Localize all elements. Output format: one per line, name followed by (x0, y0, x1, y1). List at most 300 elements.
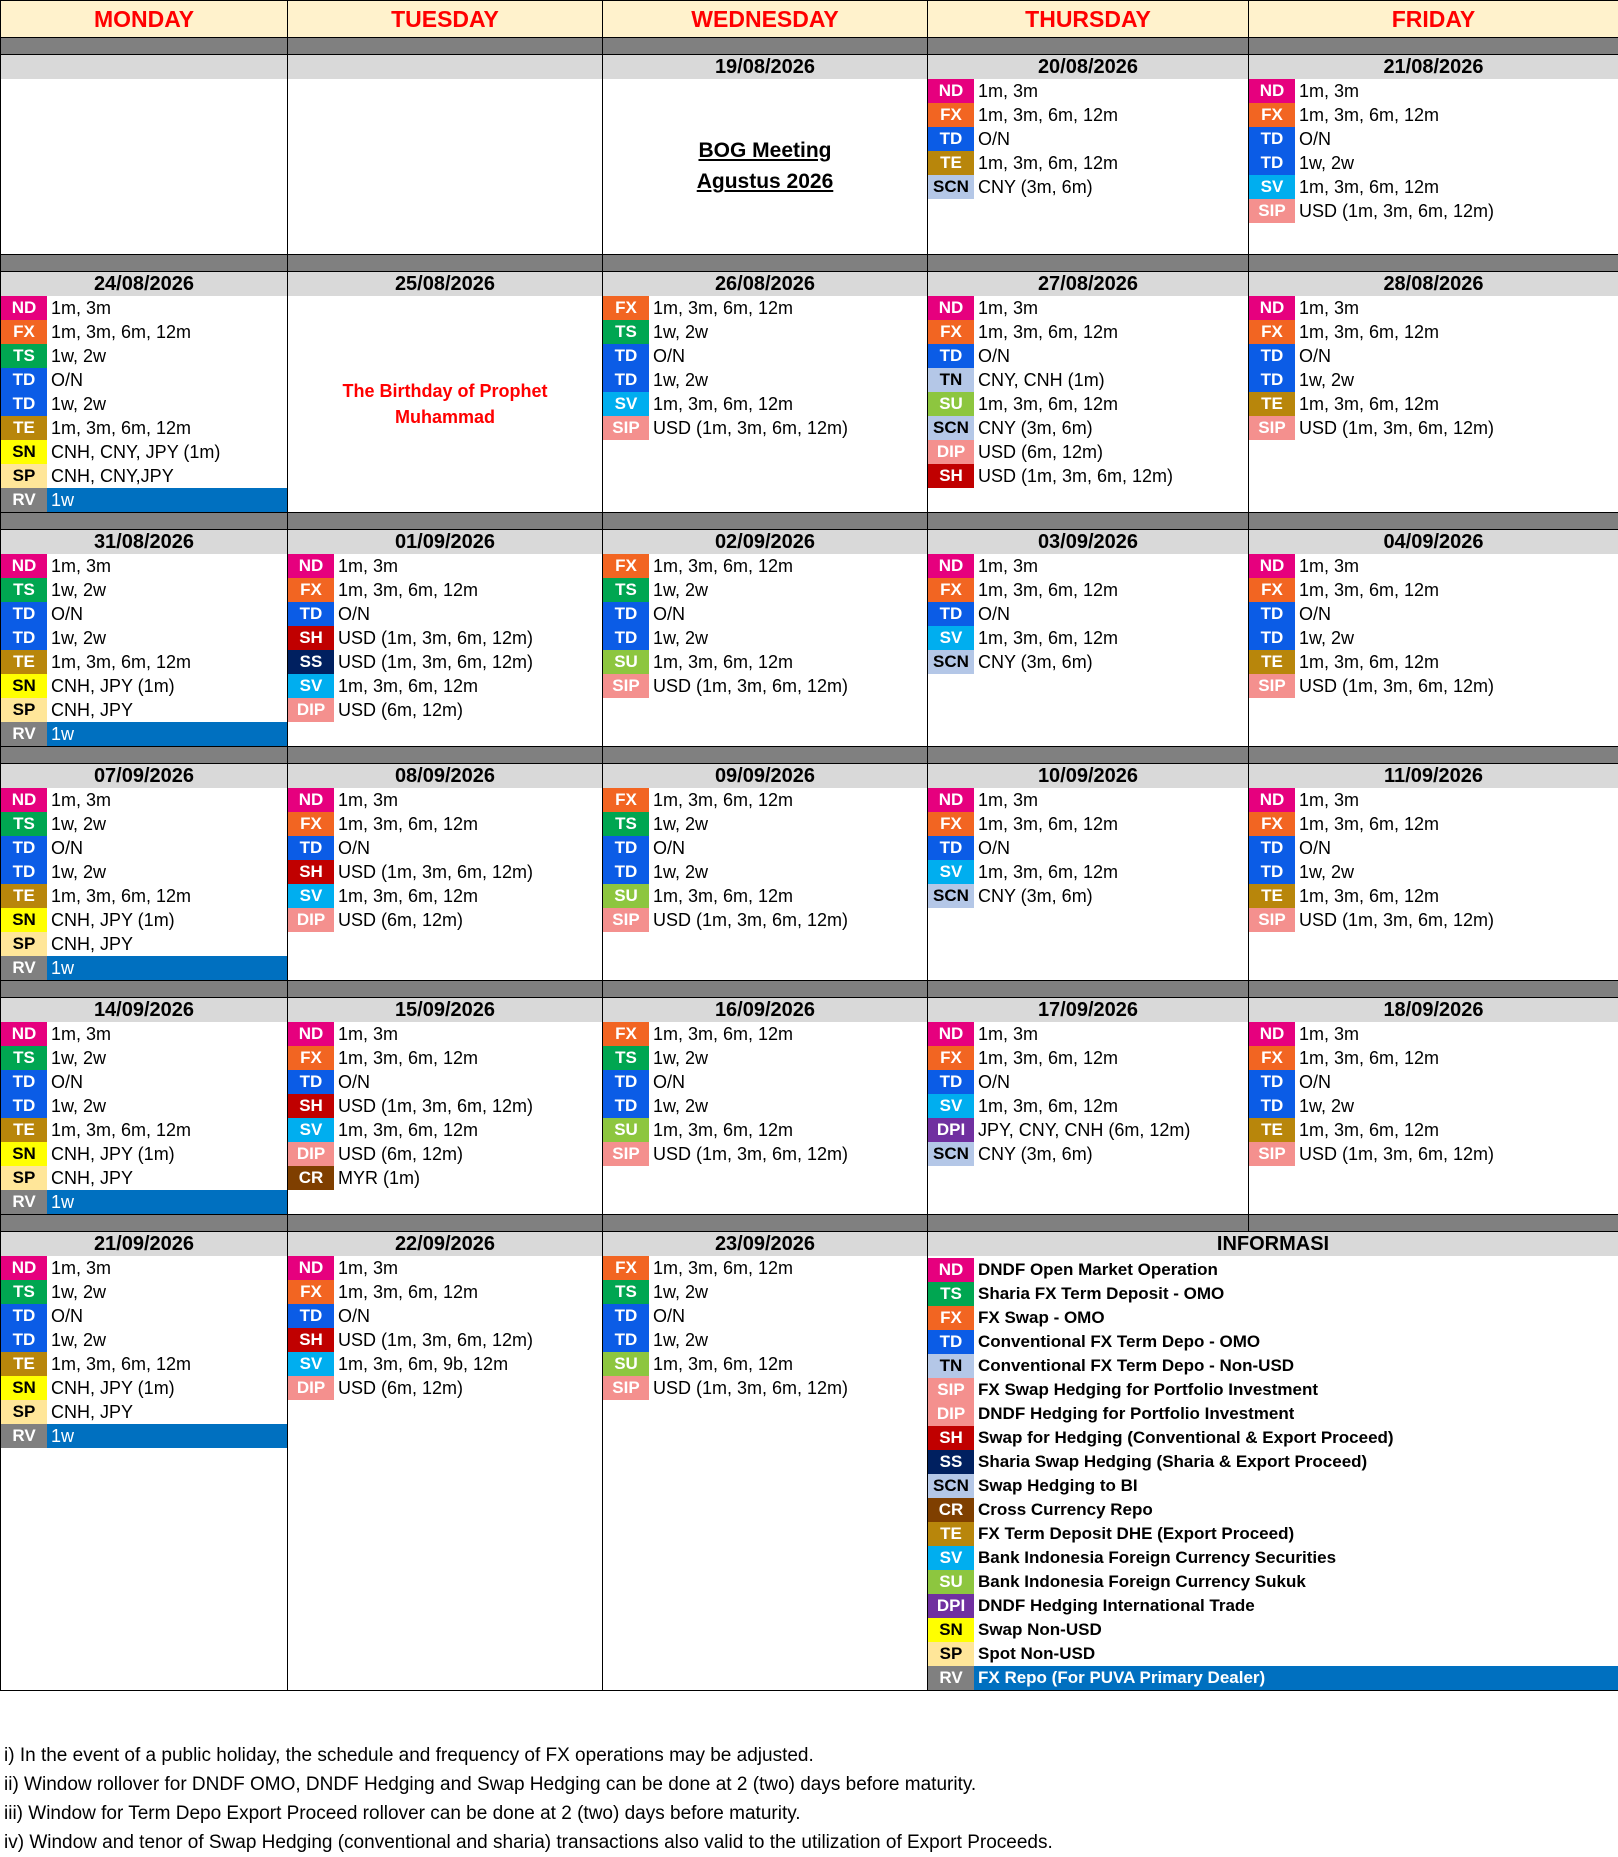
entries-list (928, 1022, 1248, 1166)
operation-tenor: USD (6m, 12m) (334, 908, 463, 932)
operation-entry (1249, 626, 1618, 650)
operation-tenor: CNH, JPY (1m) (47, 1376, 175, 1400)
operation-tenor: O/N (974, 836, 1010, 860)
footnote: i) In the event of a public holiday, the schedule and frequency of FX operations may be adjusted. (4, 1741, 1053, 1770)
operation-code-badge: TD (1249, 1094, 1295, 1118)
operation-tenor: 1m, 3m (334, 788, 398, 812)
week-row (1, 998, 1618, 1215)
operation-code-badge: SV (1249, 175, 1295, 199)
operation-entry (603, 1352, 927, 1376)
operation-tenor: 1m, 3m (1295, 296, 1359, 320)
operation-code-badge: DIP (288, 1142, 334, 1166)
operation-entry (1, 1166, 287, 1190)
date-label: 16/09/2026 (603, 998, 927, 1022)
operation-entry (1, 1280, 287, 1304)
legend-description: Bank Indonesia Foreign Currency Securities (974, 1546, 1336, 1570)
operation-code-badge: ND (288, 1022, 334, 1046)
operation-entry (288, 860, 602, 884)
operation-code-badge: TD (1, 1070, 47, 1094)
legend-item (928, 1570, 1618, 1594)
day-header: MONDAY (1, 1, 288, 38)
operation-tenor: 1m, 3m (47, 554, 111, 578)
operation-tenor: O/N (47, 1304, 83, 1328)
operation-code-badge: SN (1, 1142, 47, 1166)
operation-entry (1249, 674, 1618, 698)
operation-code-badge: SIP (1249, 908, 1295, 932)
entries-list (1249, 554, 1618, 698)
week-row (1, 530, 1618, 747)
date-label: 07/09/2026 (1, 764, 287, 788)
operation-tenor: 1w, 2w (1295, 151, 1354, 175)
legend-item (928, 1498, 1618, 1522)
operation-code-badge: SU (603, 884, 649, 908)
operation-entry (603, 1094, 927, 1118)
operation-code-badge: ND (928, 79, 974, 103)
operation-code-badge: SN (1, 1376, 47, 1400)
operation-entry (1249, 344, 1618, 368)
operation-entry (1, 344, 287, 368)
bog-meeting-note (603, 135, 927, 197)
operation-tenor: 1m, 3m, 6m, 12m (47, 650, 191, 674)
operation-code-badge: DIP (288, 698, 334, 722)
operation-code-badge: FX (928, 103, 974, 127)
legend-item (928, 1546, 1618, 1570)
day-cell (603, 998, 928, 1215)
day-header: TUESDAY (288, 1, 603, 38)
operation-tenor: 1m, 3m, 6m, 12m (334, 884, 478, 908)
operation-code-badge: SIP (603, 1142, 649, 1166)
legend-item (928, 1450, 1618, 1474)
operation-tenor: USD (1m, 3m, 6m, 12m) (649, 908, 848, 932)
day-cell (928, 55, 1249, 255)
operation-tenor: 1m, 3m (1295, 1022, 1359, 1046)
operation-code-badge: SP (1, 464, 47, 488)
day-cell (1249, 530, 1618, 747)
operation-code-badge: TD (603, 368, 649, 392)
operation-code-badge: TD (603, 836, 649, 860)
operation-tenor: 1m, 3m (974, 296, 1038, 320)
operation-tenor: 1w, 2w (649, 1094, 708, 1118)
operation-tenor: 1m, 3m, 6m, 12m (334, 812, 478, 836)
operation-tenor: O/N (974, 344, 1010, 368)
operation-tenor: 1m, 3m, 6m, 12m (649, 554, 793, 578)
week-separator (1, 513, 1618, 530)
operation-tenor: 1m, 3m, 6m, 12m (974, 151, 1118, 175)
week-row (1, 55, 1618, 255)
day-cell (1249, 998, 1618, 1215)
day-cell (928, 998, 1249, 1215)
operation-entry (1, 1328, 287, 1352)
operation-entry (1, 836, 287, 860)
operation-entry (928, 836, 1248, 860)
operation-entry (1, 440, 287, 464)
day-header: FRIDAY (1249, 1, 1618, 38)
operation-entry (1, 1400, 287, 1424)
operation-code-badge: TS (603, 812, 649, 836)
operation-tenor: USD (6m, 12m) (334, 1142, 463, 1166)
entries-list (928, 296, 1248, 488)
legend-item (928, 1474, 1618, 1498)
operation-code-badge: TD (1, 1094, 47, 1118)
operation-entry (603, 320, 927, 344)
entries-list (1249, 79, 1618, 223)
entries-list (1249, 1022, 1618, 1166)
operation-entry (1, 674, 287, 698)
week-separator (1, 981, 1618, 998)
operation-code-badge: SP (1, 698, 47, 722)
operation-code-badge: SH (288, 860, 334, 884)
operation-code-badge: TD (603, 1094, 649, 1118)
operation-tenor: O/N (47, 836, 83, 860)
operation-code-badge: TD (1249, 127, 1295, 151)
operation-entry (1, 956, 287, 980)
operation-tenor: O/N (47, 368, 83, 392)
operation-entry (1249, 1046, 1618, 1070)
operation-entry (288, 1166, 602, 1190)
operation-code-badge: TD (603, 1070, 649, 1094)
operation-tenor: 1m, 3m (1295, 788, 1359, 812)
operation-tenor: 1w, 2w (649, 368, 708, 392)
operation-entry (1, 1118, 287, 1142)
operation-code-badge: SIP (1249, 1142, 1295, 1166)
holiday-note (288, 378, 602, 430)
operation-tenor: CNY (3m, 6m) (974, 650, 1093, 674)
operation-code-badge: ND (928, 1258, 974, 1282)
day-cell (288, 55, 603, 255)
operation-code-badge: ND (928, 554, 974, 578)
operation-code-badge: TD (1249, 836, 1295, 860)
operation-code-badge: DIP (928, 440, 974, 464)
date-label: 11/09/2026 (1249, 764, 1618, 788)
operation-entry (603, 860, 927, 884)
operation-code-badge: SH (928, 464, 974, 488)
operation-code-badge: TD (1249, 860, 1295, 884)
operation-entry (928, 602, 1248, 626)
operation-entry (603, 602, 927, 626)
operation-entry (1, 464, 287, 488)
operation-entry (288, 1376, 602, 1400)
legend-item (928, 1402, 1618, 1426)
operation-entry (1249, 908, 1618, 932)
operation-tenor: USD (1m, 3m, 6m, 12m) (1295, 1142, 1494, 1166)
operation-tenor: CNH, CNY,JPY (47, 464, 174, 488)
operation-entry (928, 151, 1248, 175)
operation-code-badge: TS (1, 344, 47, 368)
week-row (1, 764, 1618, 981)
operation-code-badge: TE (1, 1118, 47, 1142)
date-label: 21/09/2026 (1, 1232, 287, 1256)
operation-tenor: 1m, 3m, 6m, 12m (649, 1022, 793, 1046)
operation-entry (1, 1190, 287, 1214)
operation-entry (603, 1280, 927, 1304)
operation-code-badge: FX (603, 1256, 649, 1280)
operation-tenor: 1m, 3m, 6m, 12m (334, 674, 478, 698)
operation-entry (1249, 884, 1618, 908)
operation-code-badge: SIP (603, 908, 649, 932)
day-cell (1, 998, 288, 1215)
operation-code-badge: TD (288, 1304, 334, 1328)
legend-description: DNDF Open Market Operation (974, 1258, 1218, 1282)
legend-item (928, 1330, 1618, 1354)
operation-entry (1249, 320, 1618, 344)
week-row (1, 1232, 1618, 1691)
operation-entry (928, 626, 1248, 650)
operation-tenor: 1w, 2w (1295, 860, 1354, 884)
date-blank (1, 55, 287, 79)
operation-entry (928, 103, 1248, 127)
operation-entry (1249, 79, 1618, 103)
operation-entry (1249, 602, 1618, 626)
operation-tenor: 1m, 3m, 6m, 12m (649, 1256, 793, 1280)
footnote: iii) Window for Term Depo Export Proceed rollover can be done at 2 (two) days before maturity. (4, 1799, 1053, 1828)
operation-code-badge: SV (288, 674, 334, 698)
operation-entry (603, 1328, 927, 1352)
operation-tenor: O/N (974, 602, 1010, 626)
operation-entry (928, 1094, 1248, 1118)
day-cell (1249, 55, 1618, 255)
operation-code-badge: TN (928, 368, 974, 392)
operation-code-badge: FX (1249, 103, 1295, 127)
operation-code-badge: TD (1, 860, 47, 884)
operation-tenor: 1w, 2w (1295, 368, 1354, 392)
operation-tenor: O/N (649, 602, 685, 626)
operation-code-badge: DPI (928, 1118, 974, 1142)
operation-tenor: 1m, 3m, 6m, 12m (974, 860, 1118, 884)
operation-tenor: 1m, 3m, 6m, 12m (334, 1046, 478, 1070)
operation-entry (928, 1046, 1248, 1070)
operation-tenor: 1w, 2w (649, 1046, 708, 1070)
operation-entry (603, 368, 927, 392)
day-cell (1, 764, 288, 981)
operation-tenor: 1w (47, 1424, 287, 1448)
operation-code-badge: FX (1249, 320, 1295, 344)
operation-entry (1249, 1118, 1618, 1142)
operation-code-badge: TE (1, 1352, 47, 1376)
operation-entry (1249, 578, 1618, 602)
operation-tenor: 1w, 2w (47, 860, 106, 884)
operation-entry (1, 416, 287, 440)
date-blank (288, 55, 602, 79)
operation-entry (603, 392, 927, 416)
legend-description: Swap Hedging to BI (974, 1474, 1138, 1498)
week-separator (1, 1215, 1618, 1232)
operation-tenor: 1m, 3m, 6m, 12m (334, 578, 478, 602)
operation-entry (1, 1142, 287, 1166)
operation-tenor: 1w, 2w (649, 1328, 708, 1352)
operation-tenor: USD (1m, 3m, 6m, 12m) (649, 416, 848, 440)
day-cell (1, 272, 288, 513)
operation-entry (1249, 296, 1618, 320)
operation-tenor: 1m, 3m, 6m, 12m (47, 1118, 191, 1142)
operation-entry (1, 650, 287, 674)
operation-code-badge: TD (1249, 602, 1295, 626)
operation-code-badge: SCN (928, 650, 974, 674)
operation-code-badge: SV (288, 1352, 334, 1376)
operation-entry (1249, 392, 1618, 416)
operation-entry (1249, 416, 1618, 440)
operation-tenor: 1w, 2w (649, 860, 708, 884)
operation-code-badge: TD (1, 1328, 47, 1352)
operation-code-badge: ND (1249, 79, 1295, 103)
operation-code-badge: TE (1, 416, 47, 440)
operation-code-badge: FX (288, 812, 334, 836)
operation-tenor: 1w (47, 722, 287, 746)
operation-tenor: 1m, 3m, 6m, 12m (1295, 103, 1439, 127)
operation-code-badge: TS (1, 578, 47, 602)
operation-tenor: 1m, 3m (47, 1022, 111, 1046)
operation-code-badge: TE (928, 151, 974, 175)
operation-tenor: 1m, 3m, 6m, 12m (47, 1352, 191, 1376)
operation-code-badge: TD (1249, 344, 1295, 368)
operation-entry (928, 788, 1248, 812)
operation-code-badge: ND (1, 554, 47, 578)
operation-code-badge: RV (1, 1190, 47, 1214)
date-label: 27/08/2026 (928, 272, 1248, 296)
operation-entry (288, 674, 602, 698)
operation-entry (1, 578, 287, 602)
operation-code-badge: TD (603, 860, 649, 884)
operation-tenor: 1w, 2w (649, 320, 708, 344)
operation-tenor: 1m, 3m (47, 1256, 111, 1280)
day-cell (288, 530, 603, 747)
operation-code-badge: SV (928, 1546, 974, 1570)
operation-code-badge: SH (288, 626, 334, 650)
operation-code-badge: DIP (928, 1402, 974, 1426)
day-cell (603, 530, 928, 747)
operation-tenor: O/N (47, 1070, 83, 1094)
operation-code-badge: SH (928, 1426, 974, 1450)
operation-entry (288, 1046, 602, 1070)
operation-tenor: 1m, 3m, 6m, 12m (974, 103, 1118, 127)
operation-code-badge: ND (288, 554, 334, 578)
operation-code-badge: SIP (603, 416, 649, 440)
footnotes (4, 1741, 1053, 1857)
operation-code-badge: ND (928, 296, 974, 320)
operation-code-badge: SIP (928, 1378, 974, 1402)
entries-list (1249, 296, 1618, 440)
operation-tenor: JPY, CNY, CNH (6m, 12m) (974, 1118, 1190, 1142)
entries-list (1, 1022, 287, 1214)
entries-list (603, 554, 927, 698)
day-cell (1, 530, 288, 747)
operation-entry (288, 626, 602, 650)
operation-tenor: CNH, JPY (47, 1400, 133, 1424)
operation-entry (1, 392, 287, 416)
week-separator (1, 38, 1618, 55)
operation-entry (928, 296, 1248, 320)
operation-code-badge: RV (1, 488, 47, 512)
legend-item (928, 1282, 1618, 1306)
operation-entry (288, 650, 602, 674)
operation-tenor: CNH, JPY (47, 1166, 133, 1190)
operation-entry (288, 836, 602, 860)
note-line: Muhammad (288, 404, 602, 430)
operation-tenor: CNH, JPY (47, 932, 133, 956)
legend-description: Sharia Swap Hedging (Sharia & Export Proceed) (974, 1450, 1367, 1474)
day-cell (603, 55, 928, 255)
operation-entry (1249, 554, 1618, 578)
operation-tenor: CNH, CNY, JPY (1m) (47, 440, 220, 464)
operation-code-badge: TS (603, 578, 649, 602)
operation-tenor: O/N (1295, 1070, 1331, 1094)
entries-list (603, 1256, 927, 1400)
informasi-title: INFORMASI (928, 1232, 1618, 1256)
operation-code-badge: FX (1249, 1046, 1295, 1070)
note-line: The Birthday of Prophet (288, 378, 602, 404)
operation-entry (1, 320, 287, 344)
legend-description: DNDF Hedging International Trade (974, 1594, 1255, 1618)
operation-tenor: 1m, 3m, 6m, 12m (649, 1118, 793, 1142)
operation-code-badge: SN (1, 440, 47, 464)
entries-list (1249, 788, 1618, 932)
operation-tenor: O/N (649, 836, 685, 860)
operation-code-badge: TE (928, 1522, 974, 1546)
operation-tenor: 1m, 3m (47, 296, 111, 320)
week-separator (1, 747, 1618, 764)
operation-code-badge: FX (603, 1022, 649, 1046)
week-separator (1, 255, 1618, 272)
operation-tenor: CNY (3m, 6m) (974, 884, 1093, 908)
operation-code-badge: TE (1249, 650, 1295, 674)
operation-entry (603, 1046, 927, 1070)
operation-entry (603, 1304, 927, 1328)
operation-code-badge: SU (928, 1570, 974, 1594)
operation-code-badge: ND (928, 788, 974, 812)
operation-entry (928, 175, 1248, 199)
operation-entry (928, 368, 1248, 392)
operation-tenor: 1m, 3m, 6m, 12m (649, 650, 793, 674)
operation-tenor: 1m, 3m, 6m, 12m (1295, 578, 1439, 602)
operation-entry (928, 884, 1248, 908)
operation-entry (1249, 1094, 1618, 1118)
entries-list (288, 1022, 602, 1190)
operation-code-badge: FX (928, 578, 974, 602)
operation-tenor: USD (1m, 3m, 6m, 12m) (649, 1142, 848, 1166)
date-label: 10/09/2026 (928, 764, 1248, 788)
operation-tenor: USD (1m, 3m, 6m, 12m) (334, 1094, 533, 1118)
legend-item (928, 1618, 1618, 1642)
operation-entry (1249, 151, 1618, 175)
operation-tenor: O/N (1295, 127, 1331, 151)
operation-code-badge: DPI (928, 1594, 974, 1618)
operation-code-badge: TS (603, 1046, 649, 1070)
operation-code-badge: FX (928, 812, 974, 836)
operation-code-badge: SIP (603, 674, 649, 698)
day-cell (1249, 764, 1618, 981)
operation-entry (603, 908, 927, 932)
operation-code-badge: FX (928, 1306, 974, 1330)
operation-tenor: O/N (334, 602, 370, 626)
operation-tenor: 1m, 3m (974, 79, 1038, 103)
operation-code-badge: TD (1, 1304, 47, 1328)
operation-entry (928, 812, 1248, 836)
day-cell (288, 764, 603, 981)
entries-list (928, 788, 1248, 908)
operation-tenor: CNY, CNH (1m) (974, 368, 1105, 392)
day-cell (928, 272, 1249, 513)
operation-code-badge: TS (928, 1282, 974, 1306)
operation-entry (928, 1070, 1248, 1094)
day-cell (603, 1232, 928, 1691)
operation-code-badge: TD (1, 602, 47, 626)
legend-item (928, 1642, 1618, 1666)
operation-tenor: 1w, 2w (649, 578, 708, 602)
operation-entry (603, 1376, 927, 1400)
operation-entry (928, 860, 1248, 884)
operation-entry (1249, 860, 1618, 884)
day-cell (288, 998, 603, 1215)
operation-entry (1, 860, 287, 884)
